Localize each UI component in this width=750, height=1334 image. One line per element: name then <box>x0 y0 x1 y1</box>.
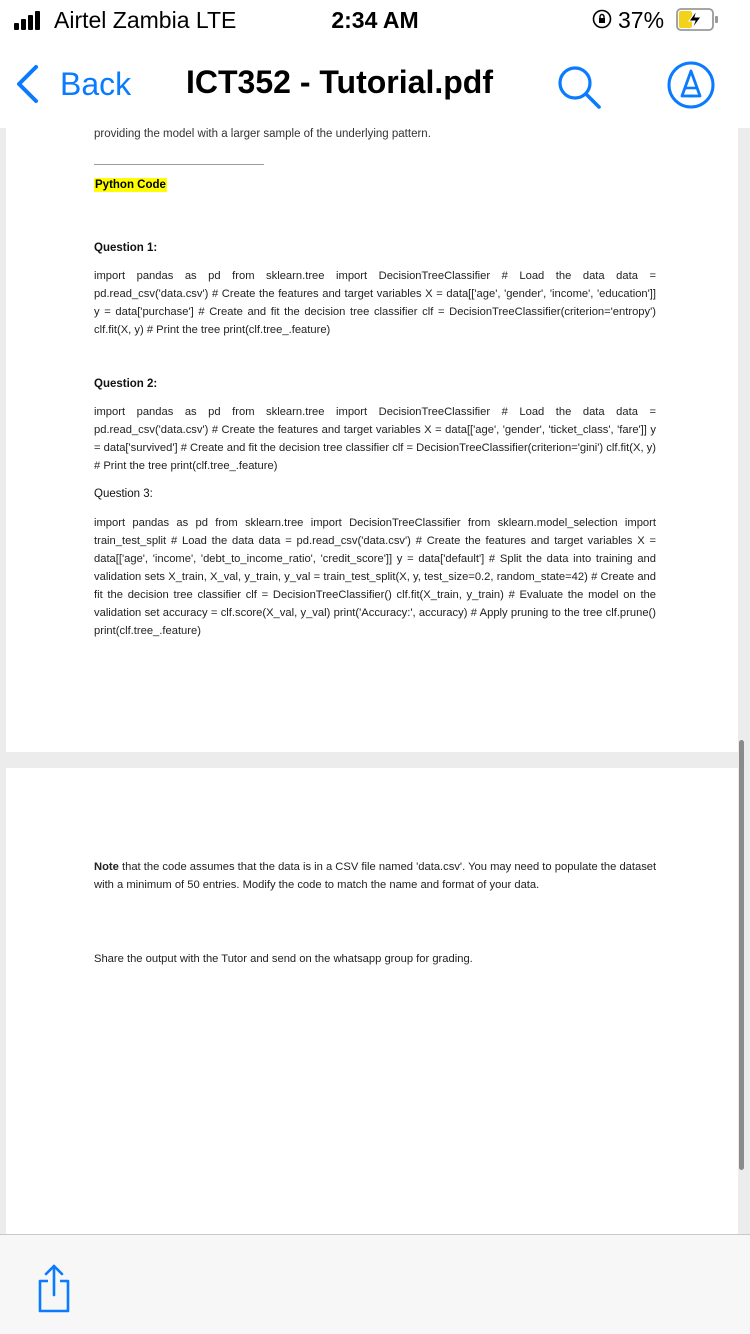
bottom-toolbar <box>0 1234 750 1334</box>
share-instruction: Share the output with the Tutor and send on the whatsapp group for grading. <box>94 953 473 965</box>
back-button[interactable] <box>14 62 131 106</box>
back-button-label: Back <box>60 65 132 102</box>
search-icon[interactable] <box>556 64 602 110</box>
note-paragraph <box>94 858 658 894</box>
pdf-page-1 <box>6 128 738 752</box>
clock: 2:34 AM <box>331 7 419 33</box>
pdf-page-2 <box>6 768 738 1234</box>
battery-percent: 37% <box>618 7 665 33</box>
question-1-label: Question 1: <box>94 242 158 254</box>
partial-text-line: providing the model with a larger sample of the underlying pattern. <box>94 128 431 140</box>
question-2-label: Question 2: <box>94 378 158 390</box>
pdf-viewer[interactable] <box>0 128 750 1234</box>
question-2-code: import pandas as pd from sklearn.tree import DecisionTreeClassifier # Load the data data = pd.read_csv('data.csv') # Create the features and target variables X = data[['age', 'gender', 'ticket_class', 'fare']] y = data['survived'] # Create and fit the decision tree classifier clf = DecisionTreeClassifier(criterion='gini') clf.fit(X, y) # Print the tree print(clf.tree_.feature) <box>94 406 656 472</box>
note-text: that the code assumes that the data is in a CSV file named 'data.csv'. You may need to populate the dataset with a minimum of 50 entries. Modify the code to match the name and format of your data. <box>94 861 657 891</box>
share-icon[interactable] <box>34 1263 74 1315</box>
divider <box>94 164 264 165</box>
navigation-bar <box>0 40 750 129</box>
orientation-lock-icon <box>592 9 612 29</box>
question-1-code: import pandas as pd from sklearn.tree import DecisionTreeClassifier # Load the data data = pd.read_csv('data.csv') # Create the features and target variables X = data[['age', 'gender', 'income', 'education']] y = data['purchase'] # Create and fit the decision tree classifier clf = DecisionTreeClassifier(criterion='entropy') clf.fit(X, y) # Print the tree print(clf.tree_.feature) <box>94 270 656 336</box>
section-heading: Python Code <box>95 179 166 191</box>
status-bar <box>0 0 750 40</box>
question-3-label: Question 3: <box>94 488 153 500</box>
chevron-left-icon <box>14 64 40 104</box>
scrollbar[interactable] <box>739 740 744 1170</box>
question-3-code: import pandas as pd from sklearn.tree import DecisionTreeClassifier from sklearn.model_selection import train_test_split # Load the data data = pd.read_csv('data.csv') # Create the features and target variables X = data[['age', 'income', 'debt_to_income_ratio', 'credit_score']] y = data['default'] # Split the data into training and validation sets X_train, X_val, y_train, y_val = train_test_split(X, y, test_size=0.2, random_state=42) # Create and fit the decision tree classifier clf = DecisionTreeClassifier() clf.fit(X_train, y_train) # Evaluate the model on the validation set accuracy = clf.score(X_val, y_val) print('Accuracy:', accuracy) # Apply pruning to the tree clf.prune() print(clf.tree_.feature) <box>94 517 656 637</box>
markup-pen-icon[interactable] <box>666 60 716 110</box>
note-bold-label: Note <box>94 861 119 873</box>
document-title: ICT352 - Tutorial.pdf <box>186 64 493 100</box>
battery-charging-icon <box>676 7 720 32</box>
carrier-label: Airtel Zambia LTE <box>54 7 237 33</box>
